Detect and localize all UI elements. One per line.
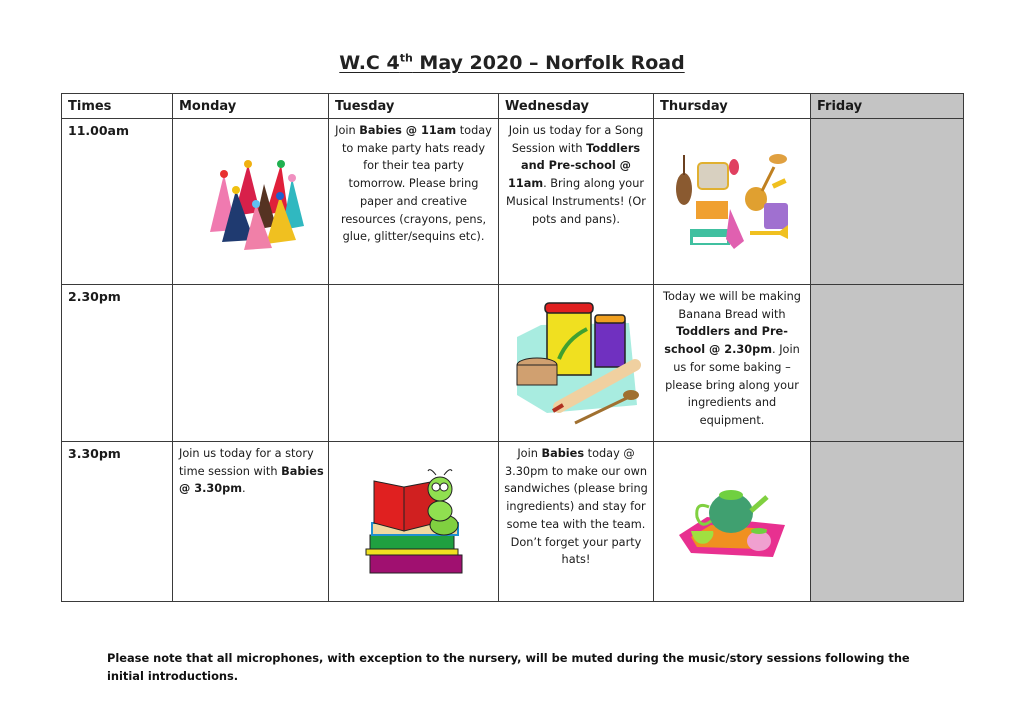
wednesday-cell: Join us today for a Song Session with Toddlers and Pre-school @ 11am. Bring along your Musical Instruments! (Or pots and pans). [499,119,654,285]
table-row [62,119,964,285]
timetable [61,93,964,602]
party-hats-image [173,119,328,284]
col-header-monday: Monday [173,94,329,119]
col-header-times: Times [62,94,173,119]
wednesday-cell: Join Babies today @ 3.30pm to make our own sandwiches (please bring ingredients) and stay for some tea with the team. Don’t forget your party hats! [499,442,654,602]
tuesday-cell: Join Babies @ 11am today to make party hats ready for their tea party tomorrow. Please bring paper and creative resources (crayons, pens, glue, glitter/sequins etc). [329,119,499,285]
monday-cell [173,119,329,285]
col-header-wednesday: Wednesday [499,94,654,119]
time-cell: 3.30pm [62,442,173,602]
page-title: W.C 4th May 2020 – Norfolk Road [339,52,685,75]
baking-image [499,285,653,441]
footer-note: Please note that all microphones, with exception to the nursery, will be muted during the music/story sessions following the initial introductions. [107,651,910,683]
friday-cell [811,285,964,442]
musical-instruments-image [654,119,810,284]
monday-cell: Join us today for a story time session with Babies @ 3.30pm. [173,442,329,602]
thursday-cell: Today we will be making Banana Bread with Toddlers and Pre-school @ 2.30pm. Join us for some baking – please bring along your ingredients and equipment. [654,285,811,442]
bookworm-image [329,442,498,601]
monday-cell [173,285,329,442]
tuesday-cell [329,442,499,602]
col-header-thursday: Thursday [654,94,811,119]
time-cell: 2.30pm [62,285,173,442]
table-row [62,442,964,602]
header-row [62,94,964,119]
thursday-cell [654,442,811,602]
col-header-tuesday: Tuesday [329,94,499,119]
table-row [62,285,964,442]
tuesday-cell [329,285,499,442]
col-header-friday: Friday [811,94,964,119]
friday-cell [811,442,964,602]
thursday-cell [654,119,811,285]
tea-set-image [654,442,810,601]
time-cell: 11.00am [62,119,173,285]
friday-cell [811,119,964,285]
wednesday-cell [499,285,654,442]
